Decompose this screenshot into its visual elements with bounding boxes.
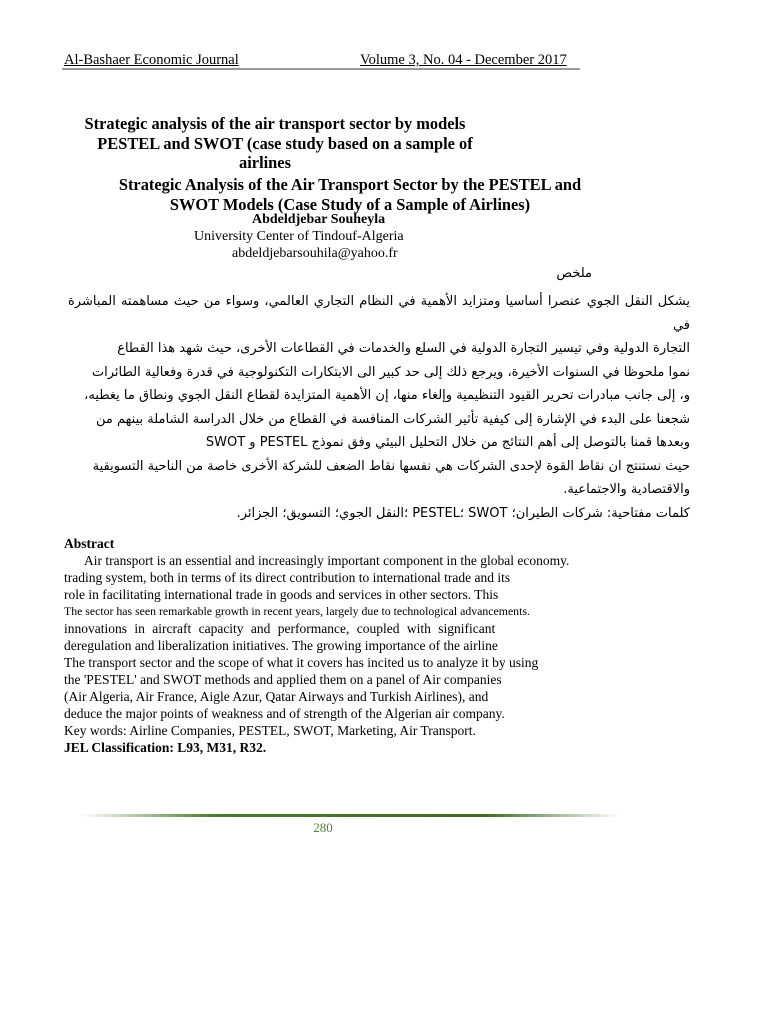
abstract-line-3: role in facilitating international trade in goods and services in other sectors. This (64, 587, 499, 602)
abstract-line-6: deregulation and liberalization initiatives. The growing importance of the airline (64, 638, 498, 653)
author-email: abdeldjebarsouhila@yahoo.fr (232, 246, 398, 261)
abstract-body (64, 552, 609, 756)
journal-name: Al-Bashaer Economic Journal (64, 52, 239, 68)
abstract-line-9: (Air Algeria, Air France, Aigle Azur, Qatar Airways and Turkish Airlines), and (64, 689, 489, 704)
abstract-line-1: Air transport is an essential and increasingly important component in the global economy. (84, 553, 570, 568)
abstract-line-7: The transport sector and the scope of what it covers has incited us to analyze it by using (64, 655, 539, 670)
title-original-line-3: airlines (239, 153, 291, 172)
arabic-abstract-heading: ملخص (556, 266, 592, 281)
title-revised-line-1: Strategic Analysis of the Air Transport Sector by the PESTEL and (118, 175, 582, 194)
abstract-heading: Abstract (64, 536, 115, 551)
title-revised-line-2: SWOT Models (Case Study of a Sample of Airlines) (169, 195, 531, 214)
arabic-line-4: و، إلى جانب مبادرات تحرير القيود التنظيمية وإلغاء منها، إن الأهمية المتزايدة لقطاع النقل الجوي ونطاق ما يغطيه، (84, 388, 690, 403)
abstract-line-8: the 'PESTEL' and SWOT methods and applied them on a panel of Air companies (64, 672, 502, 687)
jel-classification: JEL Classification: L93, M31, R32. (64, 740, 267, 755)
footer-rule (80, 814, 620, 817)
page-number: 280 (313, 820, 333, 835)
abstract-line-2: trading system, both in terms of its direct contribution to international trade and its (64, 570, 511, 585)
volume-info: Volume 3, No. 04 - December 2017 (360, 52, 567, 68)
arabic-line-8: والاقتصادية والاجتماعية. (563, 482, 690, 497)
arabic-line-2: التجارة الدولية وفي تيسير التجارة الدولية في السلع والخدمات في القطاعات الأخرى، حيث شهد هذا القطاع (117, 341, 690, 356)
abstract-keywords: Key words: Airline Companies, PESTEL, SWOT, Marketing, Air Transport. (64, 723, 476, 738)
title-original-line-1: Strategic analysis of the air transport sector by models (84, 114, 466, 133)
abstract-line-4: The sector has seen remarkable growth in recent years, largely due to technological advancements. (64, 604, 530, 618)
header-rule (62, 68, 580, 70)
arabic-keywords: كلمات مفتاحية: شركات الطيران؛ SWOT ؛PESTEL ؛النقل الجوي؛ التسويق؛ الجزائر. (236, 505, 690, 521)
abstract-line-10: deduce the major points of weakness and of strength of the Algerian air company. (64, 706, 505, 721)
arabic-line-3: نموا ملحوظا في السنوات الأخيرة، ويرجع ذلك إلى حد كبير الى الابتكارات التكنولوجية في قدرة وفعالية الطائرات (91, 364, 690, 380)
author-affiliation: University Center of Tindouf-Algeria (194, 229, 404, 244)
arabic-abstract-body (68, 290, 690, 525)
abstract-line-5: innovations in aircraft capacity and performance, coupled with significant (64, 621, 496, 636)
arabic-line-6: وبعدها قمنا بالتوصل إلى أهم النتائج من خلال التحليل البيئي وفق نموذج PESTEL و SWOT (205, 435, 690, 450)
arabic-line-5: شجعنا على البدء في الإشارة إلى كيفية تأثير الشركات المنافسة في القطاع من خلال الدراسة الشاملة بينهم من (96, 411, 690, 427)
title-original-line-2: PESTEL and SWOT (case study based on a sample of (97, 134, 473, 153)
arabic-line-7: حيث نستنتج ان نقاط القوة لإحدى الشركات هي نفسها نقاط الضعف للشركة الأخرى خاصة من الناحية التسويقية (92, 458, 690, 474)
arabic-line-1: يشكل النقل الجوي عنصرا أساسيا ومتزايد الأهمية في النظام التجاري العالمي، وسواء من حيث مساهمته المباشرة في (68, 294, 690, 333)
author-name: Abdeldjebar Souheyla (252, 212, 386, 227)
